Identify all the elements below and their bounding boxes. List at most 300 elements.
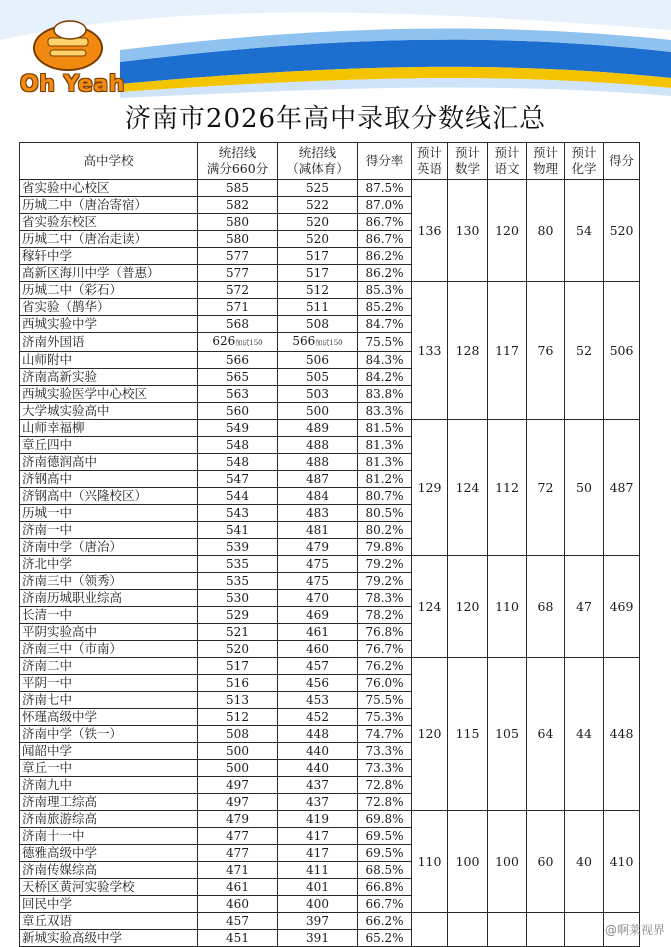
score-rate: 69.5%	[358, 845, 412, 862]
full-score-line	[198, 265, 278, 282]
full-score-line	[198, 726, 278, 743]
full-score-value: 548	[226, 455, 249, 469]
full-score-line	[198, 879, 278, 896]
school-name: 章丘四中	[20, 437, 198, 454]
school-name: 稼轩中学	[20, 248, 198, 265]
full-score-line	[198, 471, 278, 488]
score-rate: 78.2%	[358, 607, 412, 624]
score-rate: 84.3%	[358, 352, 412, 369]
reduced-score-value: 417	[306, 829, 329, 843]
header-chemistry: 预计 化学	[565, 143, 604, 180]
full-score-line	[198, 607, 278, 624]
full-score-value: 512	[226, 710, 249, 724]
school-name: 章丘双语	[20, 913, 198, 930]
score-rate: 65.2%	[358, 930, 412, 947]
full-score-value: 626	[212, 334, 236, 348]
reduced-score-value: 481	[306, 523, 329, 537]
watermark: @啊莱视界	[604, 923, 665, 937]
reduced-score-line	[278, 692, 358, 709]
score-rate: 73.3%	[358, 743, 412, 760]
predicted-chinese: 120	[488, 180, 527, 282]
score-rate: 86.7%	[358, 231, 412, 248]
predicted-chinese: 117	[488, 282, 527, 420]
score-rate: 75.5%	[358, 692, 412, 709]
school-name: 济南中学（唐冶）	[20, 539, 198, 556]
predicted-chemistry: 52	[565, 282, 604, 420]
reduced-score-value: 508	[306, 317, 329, 331]
reduced-score-line	[278, 913, 358, 930]
predicted-physics: 72	[527, 420, 565, 556]
score-rate: 74.7%	[358, 726, 412, 743]
school-name: 济钢高中（兴隆校区）	[20, 488, 198, 505]
reduced-score-value: 503	[306, 387, 329, 401]
predicted-math: 115	[448, 658, 488, 811]
score-rate: 69.5%	[358, 828, 412, 845]
reduced-score-value: 566	[292, 334, 316, 348]
table-row	[20, 913, 640, 930]
full-score-line	[198, 828, 278, 845]
school-name: 西城实验中学	[20, 316, 198, 333]
school-name: 济南传媒综高	[20, 862, 198, 879]
school-name: 济南历城职业综高	[20, 590, 198, 607]
reduced-score-value: 483	[306, 506, 329, 520]
full-score-line	[198, 505, 278, 522]
reduced-score-line	[278, 539, 358, 556]
full-score-value: 460	[226, 897, 249, 911]
score-rate: 84.2%	[358, 369, 412, 386]
reduced-score-line	[278, 777, 358, 794]
full-score-line	[198, 420, 278, 437]
full-score-line	[198, 369, 278, 386]
reduced-score-value: 419	[306, 812, 329, 826]
full-score-line	[198, 675, 278, 692]
full-score-line	[198, 214, 278, 231]
score-rate: 81.3%	[358, 437, 412, 454]
reduced-score-line	[278, 299, 358, 316]
table-row	[20, 282, 640, 299]
reduced-score-line	[278, 454, 358, 471]
school-name: 新城实验高级中学	[20, 930, 198, 947]
school-name: 省实验东校区	[20, 214, 198, 231]
school-name: 天桥区黄河实验学校	[20, 879, 198, 896]
reduced-score-value: 456	[306, 676, 329, 690]
reduced-score-note: 加试150	[315, 339, 343, 347]
reduced-score-value: 440	[306, 744, 329, 758]
full-score-value: 568	[226, 317, 249, 331]
full-score-value: 508	[226, 727, 249, 741]
score-rate: 66.2%	[358, 913, 412, 930]
full-score-line	[198, 624, 278, 641]
reduced-score-line	[278, 743, 358, 760]
reduced-score-value: 500	[306, 404, 329, 418]
reduced-score-value: 437	[306, 778, 329, 792]
full-score-value: 544	[226, 489, 249, 503]
reduced-score-line	[278, 403, 358, 420]
school-name: 济南七中	[20, 692, 198, 709]
full-score-value: 577	[226, 266, 249, 280]
full-score-value: 585	[226, 181, 249, 195]
score-rate: 79.2%	[358, 573, 412, 590]
predicted-chinese	[488, 913, 527, 947]
full-score-line	[198, 913, 278, 930]
reduced-score-value: 400	[306, 897, 329, 911]
predicted-chemistry: 54	[565, 180, 604, 282]
predicted-english: 133	[412, 282, 448, 420]
reduced-score-line	[278, 333, 358, 352]
full-score-line	[198, 794, 278, 811]
reduced-score-value: 475	[306, 557, 329, 571]
predicted-english: 129	[412, 420, 448, 556]
reduced-score-line	[278, 658, 358, 675]
full-score-value: 500	[226, 744, 249, 758]
reduced-score-line	[278, 488, 358, 505]
score-rate: 81.3%	[358, 454, 412, 471]
reduced-score-value: 517	[306, 266, 329, 280]
reduced-score-value: 470	[306, 591, 329, 605]
reduced-score-line	[278, 862, 358, 879]
score-rate: 85.3%	[358, 282, 412, 299]
full-score-line	[198, 403, 278, 420]
school-name: 高新区海川中学（普惠）	[20, 265, 198, 282]
score-rate: 79.2%	[358, 556, 412, 573]
predicted-physics: 76	[527, 282, 565, 420]
reduced-score-value: 522	[306, 198, 329, 212]
score-rate: 85.2%	[358, 299, 412, 316]
school-name: 大学城实验高中	[20, 403, 198, 420]
score-rate: 83.8%	[358, 386, 412, 403]
reduced-score-value: 397	[306, 914, 329, 928]
school-name: 济南三中（领秀）	[20, 573, 198, 590]
full-score-value: 457	[226, 914, 249, 928]
reduced-score-value: 391	[306, 931, 329, 945]
full-score-value: 543	[226, 506, 249, 520]
reduced-score-line	[278, 471, 358, 488]
reduced-score-line	[278, 896, 358, 913]
table-row	[20, 811, 640, 828]
full-score-value: 580	[226, 232, 249, 246]
score-table-wrapper	[19, 142, 640, 947]
reduced-score-value: 469	[306, 608, 329, 622]
full-score-value: 497	[226, 778, 249, 792]
score-rate: 76.8%	[358, 624, 412, 641]
full-score-line	[198, 282, 278, 299]
school-name: 济钢高中	[20, 471, 198, 488]
reduced-score-value: 440	[306, 761, 329, 775]
score-rate: 83.3%	[358, 403, 412, 420]
full-score-line	[198, 386, 278, 403]
header-reduced-score: 统招线 （减体育）	[278, 143, 358, 180]
full-score-value: 461	[226, 880, 249, 894]
full-score-line	[198, 845, 278, 862]
reduced-score-value: 517	[306, 249, 329, 263]
full-score-line	[198, 231, 278, 248]
reduced-score-value: 452	[306, 710, 329, 724]
full-score-line	[198, 811, 278, 828]
header-physics: 预计 物理	[527, 143, 565, 180]
full-score-value: 516	[226, 676, 249, 690]
reduced-score-value: 461	[306, 625, 329, 639]
score-rate: 80.7%	[358, 488, 412, 505]
score-rate: 81.5%	[358, 420, 412, 437]
predicted-chinese: 100	[488, 811, 527, 913]
full-score-value: 565	[226, 370, 249, 384]
reduced-score-line	[278, 930, 358, 947]
full-score-value: 566	[226, 353, 249, 367]
full-score-value: 563	[226, 387, 249, 401]
full-score-value: 539	[226, 540, 249, 554]
reduced-score-line	[278, 607, 358, 624]
reduced-score-line	[278, 556, 358, 573]
reduced-score-line	[278, 760, 358, 777]
full-score-value: 530	[226, 591, 249, 605]
reduced-score-value: 520	[306, 215, 329, 229]
school-name: 济南中学（铁一）	[20, 726, 198, 743]
predicted-physics	[527, 913, 565, 947]
full-score-value: 577	[226, 249, 249, 263]
reduced-score-line	[278, 879, 358, 896]
predicted-score: 520	[604, 180, 640, 282]
full-score-line	[198, 316, 278, 333]
full-score-note: 加试150	[235, 339, 263, 347]
full-score-value: 549	[226, 421, 249, 435]
school-name: 平阴一中	[20, 675, 198, 692]
predicted-physics: 60	[527, 811, 565, 913]
reduced-score-value: 505	[306, 370, 329, 384]
predicted-score: 506	[604, 282, 640, 420]
reduced-score-value: 448	[306, 727, 329, 741]
full-score-line	[198, 197, 278, 214]
school-name: 济南一中	[20, 522, 198, 539]
school-name: 济南三中（市南）	[20, 641, 198, 658]
score-rate: 75.3%	[358, 709, 412, 726]
reduced-score-value: 460	[306, 642, 329, 656]
score-rate: 75.5%	[358, 333, 412, 352]
full-score-line	[198, 522, 278, 539]
reduced-score-value: 475	[306, 574, 329, 588]
full-score-value: 520	[226, 642, 249, 656]
score-rate: 86.2%	[358, 265, 412, 282]
full-score-line	[198, 573, 278, 590]
full-score-value: 471	[226, 863, 249, 877]
school-name: 省实验（鹊华）	[20, 299, 198, 316]
full-score-line	[198, 777, 278, 794]
full-score-value: 571	[226, 300, 249, 314]
school-name: 德雅高级中学	[20, 845, 198, 862]
full-score-line	[198, 180, 278, 197]
predicted-physics: 80	[527, 180, 565, 282]
full-score-value: 497	[226, 795, 249, 809]
reduced-score-value: 453	[306, 693, 329, 707]
school-name: 济南十一中	[20, 828, 198, 845]
predicted-english: 124	[412, 556, 448, 658]
score-rate: 87.5%	[358, 180, 412, 197]
reduced-score-value: 488	[306, 455, 329, 469]
full-score-line	[198, 333, 278, 352]
full-score-line	[198, 641, 278, 658]
reduced-score-line	[278, 386, 358, 403]
predicted-score: 410	[604, 811, 640, 913]
school-name: 济南理工综高	[20, 794, 198, 811]
score-rate: 68.5%	[358, 862, 412, 879]
reduced-score-line	[278, 590, 358, 607]
header-full-score: 统招线 满分660分	[198, 143, 278, 180]
school-name: 历城二中（彩石）	[20, 282, 198, 299]
school-name: 历城一中	[20, 505, 198, 522]
header-score: 得分	[604, 143, 640, 180]
reduced-score-line	[278, 726, 358, 743]
header-rate: 得分率	[358, 143, 412, 180]
reduced-score-line	[278, 352, 358, 369]
page-title: 济南市2026年高中录取分数线汇总	[124, 104, 547, 134]
predicted-english: 120	[412, 658, 448, 811]
full-score-line	[198, 352, 278, 369]
reduced-score-line	[278, 811, 358, 828]
full-score-value: 451	[226, 931, 249, 945]
predicted-chemistry: 50	[565, 420, 604, 556]
full-score-value: 548	[226, 438, 249, 452]
full-score-value: 477	[226, 846, 249, 860]
school-name: 平阴实验高中	[20, 624, 198, 641]
score-rate: 66.8%	[358, 879, 412, 896]
full-score-value: 500	[226, 761, 249, 775]
predicted-chinese: 105	[488, 658, 527, 811]
reduced-score-line	[278, 214, 358, 231]
reduced-score-line	[278, 316, 358, 333]
reduced-score-line	[278, 845, 358, 862]
score-rate: 72.8%	[358, 777, 412, 794]
reduced-score-line	[278, 420, 358, 437]
full-score-line	[198, 658, 278, 675]
predicted-english	[412, 913, 448, 947]
score-rate: 69.8%	[358, 811, 412, 828]
full-score-line	[198, 930, 278, 947]
school-name: 济南高新实验	[20, 369, 198, 386]
reduced-score-line	[278, 675, 358, 692]
score-rate: 86.2%	[358, 248, 412, 265]
reduced-score-value: 506	[306, 353, 329, 367]
score-rate: 84.7%	[358, 316, 412, 333]
table-row	[20, 180, 640, 197]
school-name: 章丘一中	[20, 760, 198, 777]
predicted-chemistry: 40	[565, 811, 604, 913]
score-rate: 80.5%	[358, 505, 412, 522]
reduced-score-value: 512	[306, 283, 329, 297]
full-score-line	[198, 709, 278, 726]
score-rate: 73.3%	[358, 760, 412, 777]
full-score-value: 572	[226, 283, 249, 297]
score-rate: 81.2%	[358, 471, 412, 488]
table-row	[20, 420, 640, 437]
school-name: 回民中学	[20, 896, 198, 913]
reduced-score-value: 489	[306, 421, 329, 435]
predicted-physics: 64	[527, 658, 565, 811]
school-name: 济南二中	[20, 658, 198, 675]
score-rate: 66.7%	[358, 896, 412, 913]
header-english: 预计 英语	[412, 143, 448, 180]
full-score-line	[198, 539, 278, 556]
full-score-value: 535	[226, 574, 249, 588]
score-rate: 78.3%	[358, 590, 412, 607]
score-rate: 80.2%	[358, 522, 412, 539]
school-name: 历城二中（唐冶寄宿）	[20, 197, 198, 214]
full-score-value: 582	[226, 198, 249, 212]
reduced-score-line	[278, 522, 358, 539]
logo-text: Oh Yeah	[20, 72, 125, 97]
school-name: 省实验中心校区	[20, 180, 198, 197]
reduced-score-value: 411	[306, 863, 329, 877]
predicted-score: 469	[604, 556, 640, 658]
school-name: 济北中学	[20, 556, 198, 573]
score-table	[19, 142, 640, 947]
full-score-line	[198, 299, 278, 316]
reduced-score-line	[278, 573, 358, 590]
reduced-score-value: 484	[306, 489, 329, 503]
reduced-score-value: 401	[306, 880, 329, 894]
score-rate: 79.8%	[358, 539, 412, 556]
header-chinese: 预计 语文	[488, 143, 527, 180]
reduced-score-line	[278, 369, 358, 386]
full-score-value: 547	[226, 472, 249, 486]
full-score-line	[198, 743, 278, 760]
score-rate: 72.8%	[358, 794, 412, 811]
full-score-line	[198, 556, 278, 573]
reduced-score-value: 511	[306, 300, 329, 314]
predicted-chinese: 112	[488, 420, 527, 556]
full-score-line	[198, 760, 278, 777]
full-score-line	[198, 692, 278, 709]
full-score-value: 517	[226, 659, 249, 673]
reduced-score-line	[278, 437, 358, 454]
reduced-score-line	[278, 624, 358, 641]
header-school: 高中学校	[20, 143, 198, 180]
reduced-score-line	[278, 282, 358, 299]
predicted-math: 128	[448, 282, 488, 420]
full-score-line	[198, 454, 278, 471]
table-header-row	[20, 143, 640, 180]
reduced-score-line	[278, 180, 358, 197]
school-name: 怀瑾高级中学	[20, 709, 198, 726]
predicted-physics: 68	[527, 556, 565, 658]
predicted-score: 487	[604, 420, 640, 556]
full-score-value: 521	[226, 625, 249, 639]
predicted-math: 120	[448, 556, 488, 658]
predicted-math: 124	[448, 420, 488, 556]
school-name: 长清一中	[20, 607, 198, 624]
school-name: 济南德润高中	[20, 454, 198, 471]
predicted-chinese: 110	[488, 556, 527, 658]
reduced-score-line	[278, 641, 358, 658]
reduced-score-line	[278, 505, 358, 522]
school-name: 山师幸福柳	[20, 420, 198, 437]
reduced-score-value: 520	[306, 232, 329, 246]
table-row	[20, 658, 640, 675]
reduced-score-line	[278, 197, 358, 214]
reduced-score-line	[278, 265, 358, 282]
reduced-score-value: 437	[306, 795, 329, 809]
predicted-chemistry	[565, 913, 604, 947]
full-score-line	[198, 862, 278, 879]
full-score-value: 535	[226, 557, 249, 571]
page-header	[0, 0, 671, 140]
full-score-value: 529	[226, 608, 249, 622]
score-rate: 86.7%	[358, 214, 412, 231]
score-rate: 76.0%	[358, 675, 412, 692]
reduced-score-value: 487	[306, 472, 329, 486]
school-name: 西城实验医学中心校区	[20, 386, 198, 403]
full-score-value: 560	[226, 404, 249, 418]
full-score-line	[198, 590, 278, 607]
reduced-score-value: 417	[306, 846, 329, 860]
